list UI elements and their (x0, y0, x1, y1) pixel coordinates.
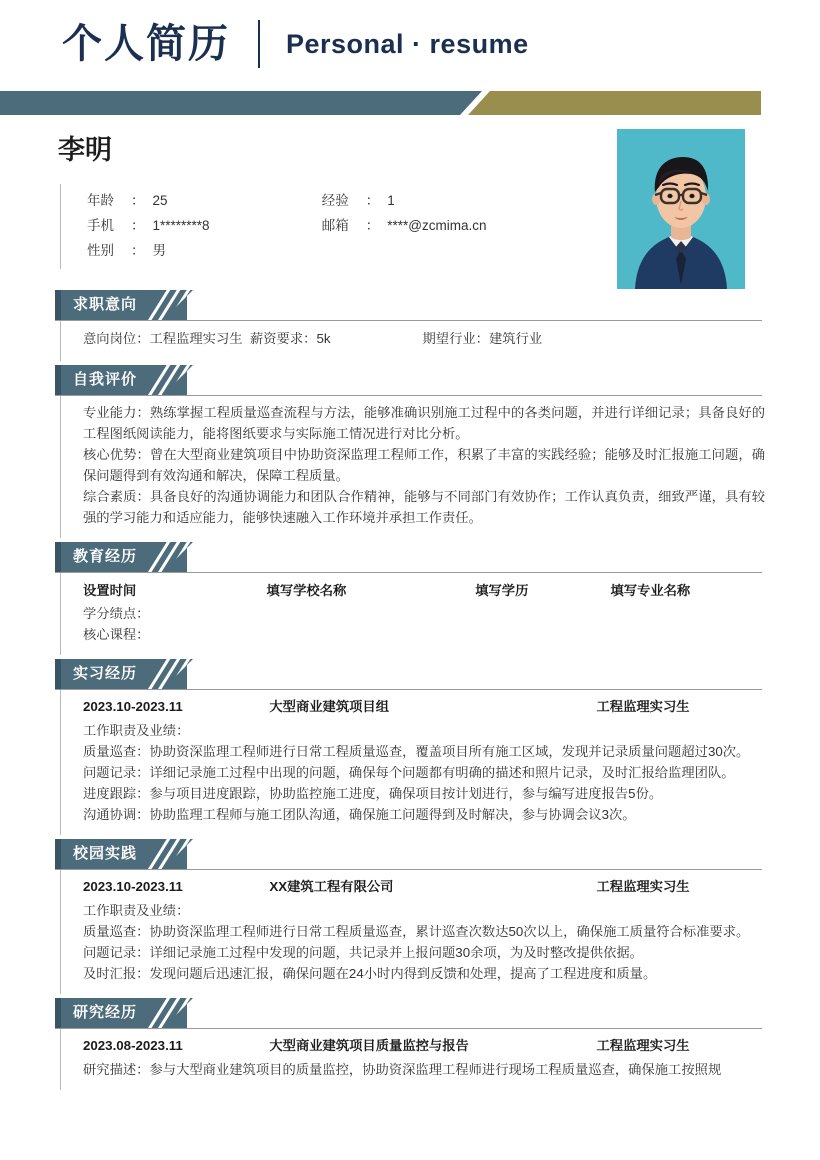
campus-header-row (83, 876, 765, 898)
research-item: 研究描述：参与大型商业建筑项目的质量监控，协助资深监理工程师进行现场工程质量巡查，确保施工按照规 (83, 1062, 722, 1077)
field-colon: ： (365, 192, 380, 208)
section-tab-edge (55, 659, 61, 689)
internship-header-row (83, 696, 765, 718)
title-divider (258, 20, 260, 68)
section-research (0, 998, 820, 1090)
profile-fields (60, 184, 530, 269)
column-gap (330, 327, 422, 351)
field-gender (87, 238, 322, 263)
field-age (87, 188, 322, 213)
profile-field-row (87, 238, 530, 263)
campus-role: 工程监理实习生 (596, 879, 690, 894)
field-age-label: 年龄 (87, 192, 114, 208)
profile-block (0, 118, 820, 286)
header-bars (0, 91, 820, 115)
spacer (243, 327, 250, 351)
section-title: 自我评价 (73, 371, 138, 388)
section-header-education (55, 542, 190, 572)
campus-item: 问题记录：详细记录施工过程中发现的问题，共记录并上报问题30余项，为及时整改提供依据。 (83, 945, 643, 960)
field-empty (322, 238, 530, 263)
field-colon: ： (131, 242, 145, 258)
internship-item: 进度跟踪：参与项目进度跟踪，协助监控施工进度，确保项目按计划进行，参与编写进度报告5份。 (83, 786, 663, 801)
section-tab-edge (55, 998, 61, 1028)
job-intent-industry-value: 建筑行业 (488, 331, 543, 346)
campus-item: 质量巡查：协助资深监理工程师进行日常工程质量巡查，累计巡查次数达50次以上，确保施工质量符合标准要求。 (83, 924, 750, 939)
education-col-time: 设置时间 (83, 583, 137, 598)
colon: ： (475, 331, 489, 346)
internship-subtitle: 工作职责及业绩： (83, 723, 190, 738)
section-body-campus-practice (60, 870, 765, 994)
internship-role: 工程监理实习生 (596, 699, 690, 714)
section-body-research (60, 1029, 765, 1090)
education-courses-line: 核心课程： (83, 627, 150, 642)
field-phone-value: 1********8 (152, 217, 210, 233)
self-eval-paragraph: 核心优势：曾在大型商业建筑项目中协助资深监理工程师工作，积累了丰富的实践经验；能够及时汇报施工问题，确保问题得到有效沟通和解决，保障工程质量。 (83, 447, 765, 483)
campus-subtitle: 工作职责及业绩： (83, 903, 190, 918)
self-eval-paragraph: 综合素质：具备良好的沟通协调能力和团队合作精神，能够与不同部门有效协作；工作认真负责，细致严谨，具有较强的学习能力和适应能力，能够快速融入工作环境并承担工作责任。 (83, 489, 765, 525)
campus-organization: XX建筑工程有限公司 (269, 879, 394, 894)
field-experience (322, 188, 530, 213)
field-email (322, 213, 530, 238)
section-header-internship (55, 659, 190, 689)
job-intent-position-label: 意向岗位 (83, 331, 137, 346)
resume-header (0, 0, 820, 118)
field-email-label: 邮箱 (321, 217, 349, 233)
job-intent-position-value: 工程监理实习生 (149, 331, 243, 346)
internship-date: 2023.10-2023.11 (83, 699, 183, 714)
section-body-job-intent (60, 321, 765, 361)
campus-date: 2023.10-2023.11 (83, 879, 183, 894)
field-phone-label: 手机 (87, 217, 114, 233)
research-header-row (83, 1035, 765, 1057)
education-gpa-line: 学分绩点： (83, 606, 150, 621)
section-education (0, 542, 820, 655)
page-title: 个人简历 (62, 22, 230, 66)
colon: ： (303, 331, 317, 346)
page-subtitle: Personal · resume (286, 28, 529, 59)
job-intent-row (83, 327, 765, 351)
education-header-row (83, 579, 765, 603)
field-colon: ： (131, 217, 145, 233)
section-tab-edge (55, 839, 61, 869)
internship-item: 质量巡查：协助资深监理工程师进行日常工程质量巡查，覆盖项目所有施工区域，发现并记录质量问题超过30次。 (83, 744, 750, 759)
profile-photo (617, 129, 745, 289)
section-body-internship (60, 690, 765, 835)
education-col-major: 填写专业名称 (610, 583, 691, 598)
section-title: 教育经历 (73, 548, 138, 565)
section-campus-practice (0, 839, 820, 994)
section-tab-edge (55, 365, 61, 395)
section-title: 求职意向 (73, 296, 138, 313)
field-phone (87, 213, 322, 238)
candidate-name: 李明 (58, 135, 112, 165)
education-col-degree: 填写学历 (475, 583, 529, 598)
job-intent-industry-label: 期望行业 (422, 331, 476, 346)
header-bar-slate (0, 91, 482, 115)
section-header-job-intent (55, 290, 190, 320)
education-col-school: 填写学校名称 (266, 583, 347, 598)
self-eval-paragraph: 专业能力：熟练掌握工程质量巡查流程与方法，能够准确识别施工过程中的各类问题，并进行详细记录；具备良好的工程图纸阅读能力，能将图纸要求与实际施工情况进行对比分析。 (83, 405, 765, 441)
profile-field-row (87, 213, 530, 238)
field-colon: ： (365, 217, 380, 233)
section-job-intent (0, 290, 820, 361)
section-header-research (55, 998, 190, 1028)
campus-item: 及时汇报：发现问题后迅速汇报，确保问题在24小时内得到反馈和处理，提高了工程进度和质量。 (83, 966, 657, 981)
section-body-self-evaluation (60, 396, 765, 538)
field-gender-label: 性别 (87, 242, 114, 258)
field-experience-label: 经验 (321, 192, 349, 208)
section-tab-edge (55, 290, 61, 320)
section-title: 校园实践 (73, 845, 138, 862)
section-body-education (60, 573, 765, 655)
header-bar-gold (468, 91, 761, 115)
internship-organization: 大型商业建筑项目组 (269, 699, 390, 714)
portrait-photo-icon (617, 129, 745, 289)
field-experience-value: 1 (387, 192, 395, 208)
profile-field-row (87, 188, 530, 213)
field-gender-value: 男 (152, 242, 166, 258)
section-header-campus-practice (55, 839, 190, 869)
field-age-value: 25 (152, 192, 168, 208)
internship-item: 问题记录：详细记录施工过程中出现的问题，确保每个问题都有明确的描述和照片记录，及时汇报给监理团队。 (83, 765, 735, 780)
colon: ： (136, 331, 150, 346)
section-tab-edge (55, 542, 61, 572)
research-project: 大型商业建筑项目质量监控与报告 (269, 1038, 469, 1053)
field-email-value: ****@zcmima.cn (387, 217, 487, 233)
research-role: 工程监理实习生 (596, 1038, 690, 1053)
section-title: 实习经历 (73, 665, 138, 682)
internship-item: 沟通协调：协助监理工程师与施工团队沟通，确保施工问题得到及时解决，参与协调会议3次。 (83, 807, 636, 822)
field-colon: ： (131, 192, 145, 208)
section-header-self-evaluation (55, 365, 190, 395)
title-row (0, 0, 820, 66)
section-internship (0, 659, 820, 835)
section-self-evaluation (0, 365, 820, 538)
section-title: 研究经历 (73, 1004, 138, 1021)
job-intent-salary-value: 5k (316, 331, 331, 346)
research-date: 2023.08-2023.11 (83, 1038, 183, 1053)
job-intent-salary-label: 薪资要求 (249, 331, 304, 346)
